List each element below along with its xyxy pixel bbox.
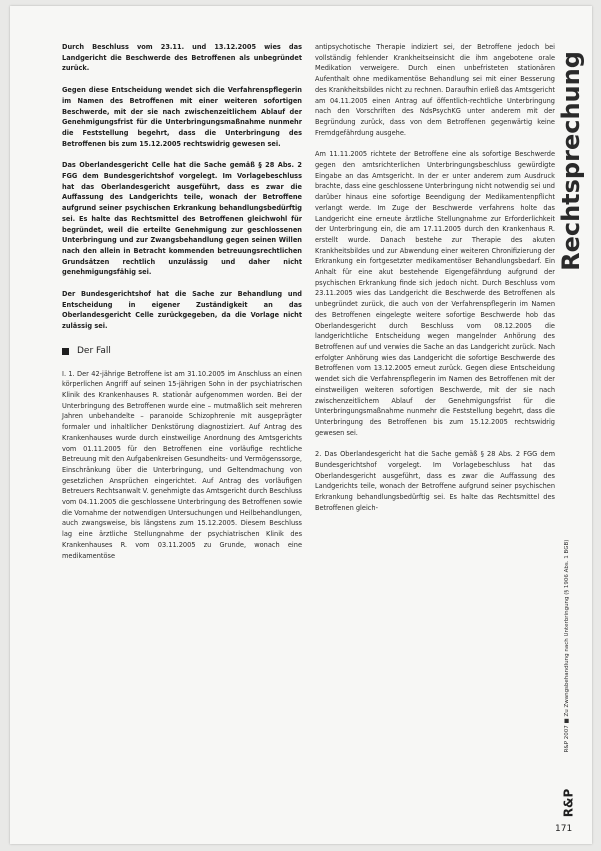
left-column xyxy=(62,42,302,572)
section-bullet-icon xyxy=(62,348,69,355)
case-paragraph-4: 2. Das Oberlandesgericht hat die Sache gemäß § 28 Abs. 2 FGG dem Bundesgerichtshof vorgelegt. Im Vorlagebeschluss hat das Oberlandesgericht ausgeführt, dass es zwar die Auffassung des Landgerichts teile, wonach der Betroffene aufgrund seiner psychischen Erkrankung behandlungsbedürftig sei. Es halte das Rechtsmittel des Betroffenen gleich- xyxy=(315,450,555,512)
journal-footer-strip xyxy=(560,506,574,786)
section-title-vertical xyxy=(556,51,586,271)
journal-logo: R&P xyxy=(561,788,576,818)
summary-paragraph-1: Durch Beschluss vom 23.11. und 13.12.2005 wies das Landgericht die Beschwerde des Betroffenen als unbegründet zurück. xyxy=(62,43,302,73)
section-heading xyxy=(62,346,302,357)
case-paragraph-3: Am 11.11.2005 richtete der Betroffene eine als sofortige Beschwerde gegen den amtsrichterlichen Unterbringungsbeschluss gewürdigte Eingabe an das Amtsgericht. In der er unter anderem zum Ausdruck brachte, dass eine geschlossene Unterbringung nicht notwendig sei und darüber hinaus eine sofortige Beendigung der Medikamentenpflicht verlangt werde. Im Zuge der Beschwerde verfahrens holte das Landgericht eine erneute ärztliche Stellungnahme zur Erforderlichkeit der Unterbringung ein, die am 17.11.2005 durch den Krankenhaus R. erstellt wurde. Danach bestehe zur Therapie des akuten Krankheitsbildes und zur Abwendung einer weiteren Chronifizierung der Erkrankung ein fortgesetzter medikamentöser Behandlungsbedarf. Ein Anhalt für eine akut bestehende Eigengefährdung aufgrund der psychischen Erkrankung finde sich jedoch nicht. Durch Beschluss vom 23.11.2005 wies das Landgericht die Beschwerde des Betroffenen als unbegründet zurück, die auch von der Verfahrenspflegerin im Namen des Betroffenen eingelegte weitere sofortige Beschwerde hob das Oberlandesgericht durch Beschluss vom 08.12.2005 die landgerichtliche Entscheidung wegen mangelnder Anhörung des Betroffenen auf und verwies die Sache an das Landgericht zurück. Nach erfolgter Anhörung wies das Landgericht die sofortige Beschwerde des Betroffenen vom 13.12.2005 erneut zurück. Gegen diese Entscheidung wendet sich die Verfahrenspflegerin im Namen des Betroffenen mit der einstweiligen weiteren sofortigen Beschwerde, mit der sie nach zwischenzeitlichem Ablauf der Genehmigungsfrist für die Unterbringungsmaßnahme nunmehr die Feststellung begehrt, dass die Unterbringung des Betroffenen bis zum 15.12.2005 rechtswidrig gewesen sei. xyxy=(315,150,555,437)
case-paragraph-1: I. 1. Der 42-jährige Betroffene ist am 31.10.2005 im Anschluss an einen körperlichen Angriff auf seinen 15-jährigen Sohn in der psychiatrischen Klinik des Krankenhauses R. stationär aufgenommen worden. Bei der Unterbringung des Betroffenen wurde eine – mutmaßlich seit mehreren Jahren unbehandelte – paranoide Schizophrenie mit ausgeprägter formaler und inhaltlicher Denkstörung diagnostiziert. Auf Antrag des Krankenhauses wurde durch einstweilige Anordnung des Amtsgerichts vom 01.11.2005 für den Betroffenen eine vorläufige rechtliche Betreuung mit den Aufgabenkreisen Gesundheits- und Vermögenssorge, Einschränkung über die Unterbringung, und Geltendmachung von gesetzlichen Ansprüchen eingerichtet. Auf Antrag des vorläufigen Betreuers Rechtsanwalt V. genehmigte das Amtsgericht durch Beschluss vom 04.11.2005 die geschlossene Unterbringung des Betroffenen sowie die Vornahme der notwendigen Untersuchungen und Heilbehandlungen, auch zwangsweise, bis längstens zum 15.12.2005. Diesem Beschluss lag eine ärztliche Stellungnahme der psychiatrischen Klinik des Krankenhauses R. vom 03.11.2005 zu Grunde, wonach eine medikamentöse xyxy=(62,369,302,560)
summary-paragraph-3: Das Oberlandesgericht Celle hat die Sache gemäß § 28 Abs. 2 FGG dem Bundesgerichtshof vorgelegt. Im Vorlagebeschluss hat das Oberlandesgericht ausgeführt, dass es zwar die Auffassung des Landgerichts teile, wonach der Betroffene aufgrund seiner psychischen Erkrankung behandlungsbedürftig sei. Es halte das Rechtsmittel des Betroffenen gleichwohl für begründet, weil die erteilte Genehmigung zur geschlossenen Unterbringung und zur Zwangsbehandlung gegen seinen Willen nach den allein in Betracht kommenden betreuungsrechtlichen Grundsätzen rechtlich unzulässig und daher nicht genehmigungsfähig sei. xyxy=(62,161,302,277)
section-title-text: Rechtsprechung xyxy=(557,51,585,271)
page-number: 171 xyxy=(555,824,573,834)
summary-paragraph-4: Der Bundesgerichtshof hat die Sache zur Behandlung und Entscheidung in eigener Zuständigkeit an das Oberlandesgericht Celle zurückgegeben, da die Vorlage nicht zulässig sei. xyxy=(62,290,302,331)
journal-footer-text: R&P 2007 ■ Zu Zwangsbehandlung nach Unterbringung (§ 1906 Abs. 1 BGB) xyxy=(564,539,570,753)
section-heading-text: Der Fall xyxy=(77,345,111,356)
summary-paragraph-2: Gegen diese Entscheidung wendet sich die Verfahrenspflegerin im Namen des Betroffenen mit einer weiteren sofortigen Beschwerde, mit der sie nach zwischenzeitlichem Ablauf der Genehmigungsfrist für die Unterbringungsmaßnahme nunmehr die Feststellung begehrt, dass die Unterbringung des Betroffenen bis zum 15.12.2005 rechtswidrig gewesen sei. xyxy=(62,86,302,148)
case-paragraph-2: antipsychotische Therapie indiziert sei, der Betroffene jedoch bei vollständig fehlender Krankheitseinsicht die ihm angebotene orale Medikation verweigere. Durch einen unbefristeten stationären Aufenthalt ohne medikamentöse Behandlung sei mit einer Besserung des Krankheitsbildes nicht zu rechnen. Daraufhin erließ das Amtsgericht am 04.11.2005 einen Antrag auf öffentlich-rechtliche Unterbringung nach den Vorschriften des NdsPsychKG unter anderem mit der Begründung zurück, dass von dem Betroffenen gegenwärtig keine Fremdgefährdung ausgehe. xyxy=(315,43,555,137)
document-page xyxy=(10,6,592,844)
right-column xyxy=(315,42,555,525)
